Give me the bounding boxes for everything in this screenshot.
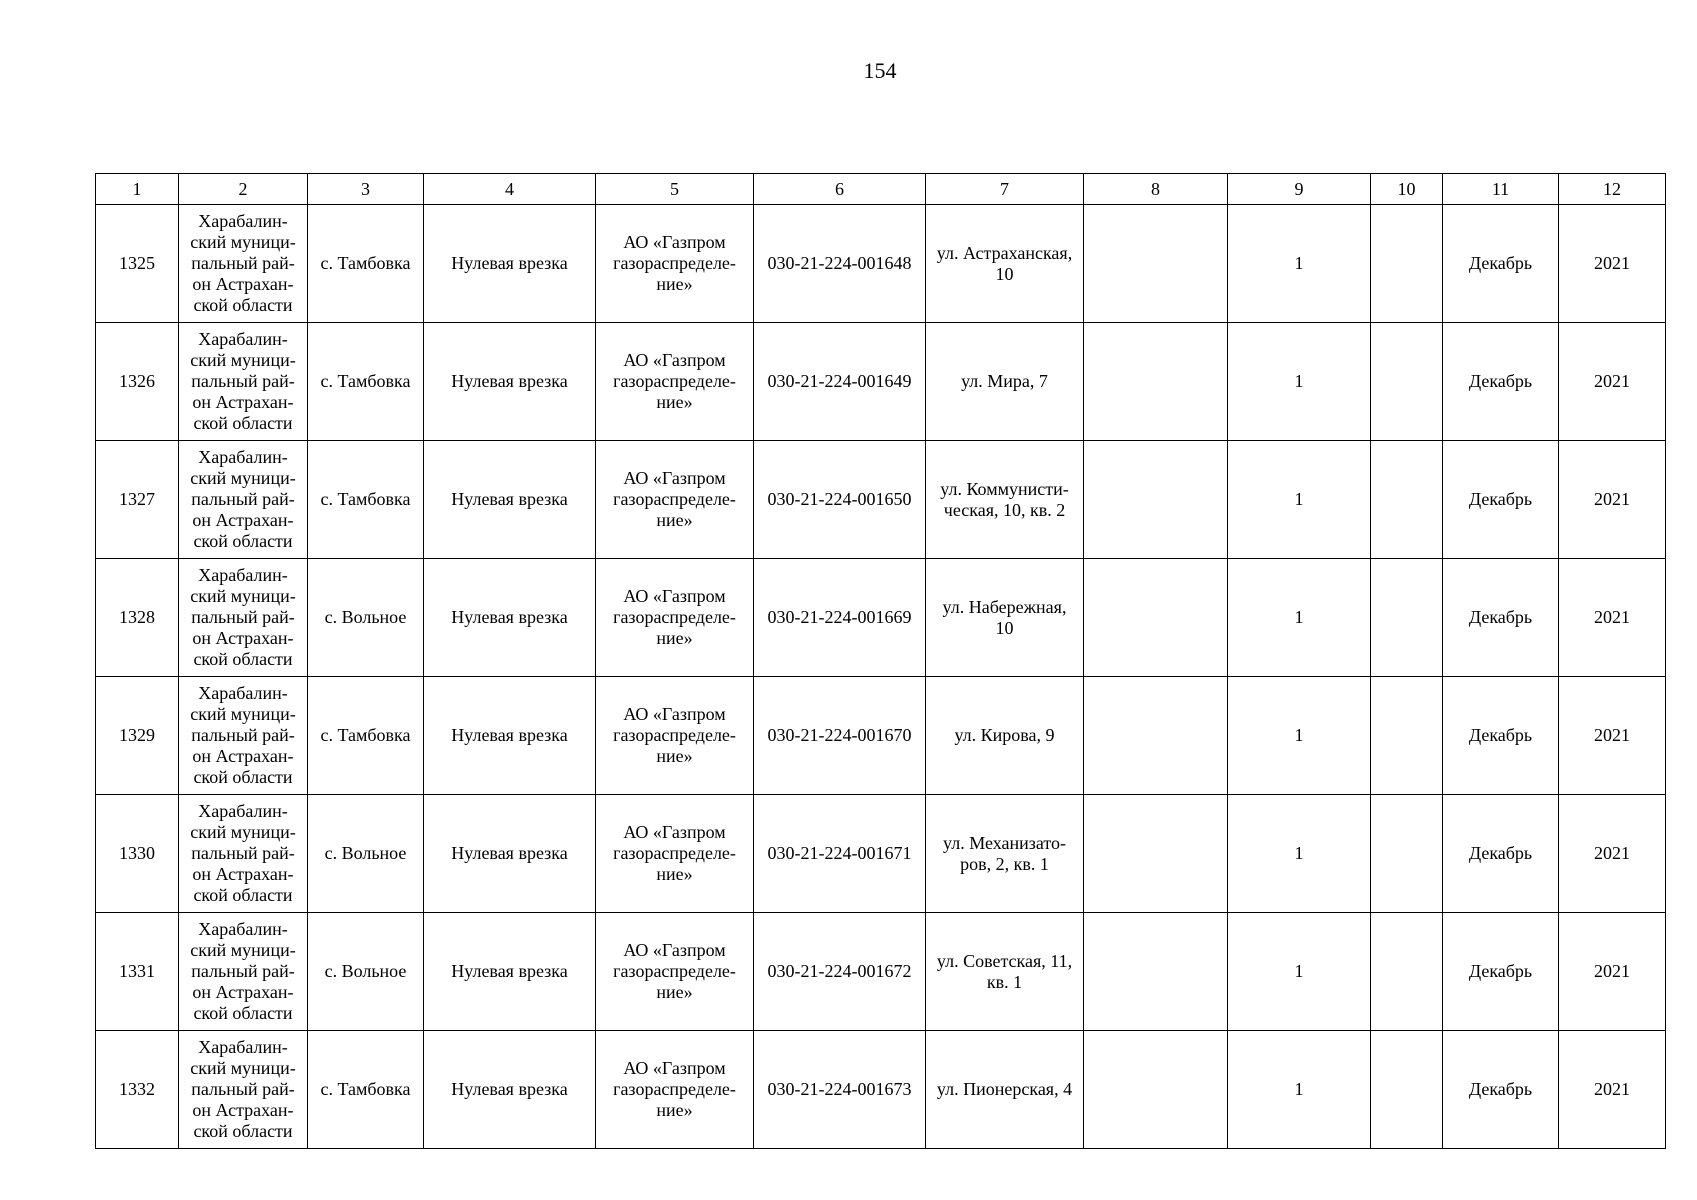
- dist-line: пальный рай-: [191, 489, 295, 509]
- dist-line: он Астрахан-: [192, 982, 294, 1002]
- object-code-cell: 030-21-224-001650: [754, 441, 926, 559]
- addr-line: ул. Коммунисти-: [940, 478, 1069, 499]
- dist-line: ской области: [193, 767, 293, 787]
- addr-line: ров, 2, кв. 1: [960, 853, 1049, 874]
- dist-line: ский муници-: [190, 350, 296, 370]
- column-10-cell: [1371, 323, 1443, 441]
- addr-line: ул. Набережная,: [942, 596, 1067, 617]
- object-code-cell: 030-21-224-001671: [754, 795, 926, 913]
- table-body: [96, 205, 1666, 1149]
- object-code-cell: 030-21-224-001669: [754, 559, 926, 677]
- column-header-2: 2: [179, 174, 308, 205]
- org-line: АО «Газпром: [623, 232, 726, 252]
- addr-line: кв. 1: [986, 971, 1023, 992]
- dist-line: ской области: [193, 1121, 293, 1141]
- column-header-6: 6: [754, 174, 926, 205]
- dist-line: ской области: [193, 649, 293, 669]
- column-header-5: 5: [596, 174, 754, 205]
- year-cell: 2021: [1559, 559, 1666, 677]
- table-row: [96, 559, 1666, 677]
- organization-cell: [596, 677, 754, 795]
- column-10-cell: [1371, 913, 1443, 1031]
- month-cell: Декабрь: [1443, 205, 1559, 323]
- data-table: [95, 173, 1666, 1149]
- settlement-cell: с. Вольное: [308, 913, 424, 1031]
- district-cell: [179, 441, 308, 559]
- row-number-cell: 1332: [96, 1031, 179, 1149]
- org-line: АО «Газпром: [623, 350, 726, 370]
- organization-cell: [596, 441, 754, 559]
- org-line: АО «Газпром: [623, 1058, 726, 1078]
- object-code-cell: 030-21-224-001672: [754, 913, 926, 1031]
- work-type-cell: Нулевая врезка: [424, 677, 596, 795]
- organization-cell: [596, 795, 754, 913]
- year-cell: 2021: [1559, 1031, 1666, 1149]
- addr-line: ул. Мира, 7: [961, 371, 1048, 391]
- district-cell: [179, 677, 308, 795]
- column-header-1: 1: [96, 174, 179, 205]
- dist-line: Харабалин-: [198, 211, 288, 231]
- dist-line: ской области: [193, 295, 293, 315]
- year-cell: 2021: [1559, 323, 1666, 441]
- month-cell: Декабрь: [1443, 441, 1559, 559]
- year-cell: 2021: [1559, 205, 1666, 323]
- object-code-cell: 030-21-224-001648: [754, 205, 926, 323]
- month-cell: Декабрь: [1443, 323, 1559, 441]
- month-cell: Декабрь: [1443, 795, 1559, 913]
- dist-line: ской области: [193, 413, 293, 433]
- column-header-12: 12: [1559, 174, 1666, 205]
- dist-line: Харабалин-: [198, 565, 288, 585]
- addr-line: ул. Кирова, 9: [954, 725, 1055, 745]
- quantity-cell: 1: [1228, 323, 1371, 441]
- quantity-cell: 1: [1228, 1031, 1371, 1149]
- organization-cell: [596, 1031, 754, 1149]
- org-line: ние»: [656, 392, 693, 412]
- organization-cell: [596, 913, 754, 1031]
- organization-cell: [596, 205, 754, 323]
- dist-line: ский муници-: [190, 704, 296, 724]
- dist-line: Харабалин-: [198, 447, 288, 467]
- quantity-cell: 1: [1228, 205, 1371, 323]
- org-line: ние»: [656, 274, 693, 294]
- address-cell: [926, 441, 1084, 559]
- settlement-cell: с. Тамбовка: [308, 441, 424, 559]
- org-line: АО «Газпром: [623, 940, 726, 960]
- org-line: ние»: [656, 628, 693, 648]
- district-cell: [179, 559, 308, 677]
- column-header-11: 11: [1443, 174, 1559, 205]
- table-header: [96, 174, 1666, 205]
- dist-line: Харабалин-: [198, 919, 288, 939]
- work-type-cell: Нулевая врезка: [424, 205, 596, 323]
- quantity-cell: 1: [1228, 559, 1371, 677]
- address-cell: [926, 1031, 1084, 1149]
- row-number-cell: 1325: [96, 205, 179, 323]
- settlement-cell: с. Тамбовка: [308, 205, 424, 323]
- address-cell: [926, 795, 1084, 913]
- address-cell: [926, 323, 1084, 441]
- table-row: [96, 1031, 1666, 1149]
- organization-cell: [596, 323, 754, 441]
- row-number-cell: 1329: [96, 677, 179, 795]
- work-type-cell: Нулевая врезка: [424, 441, 596, 559]
- settlement-cell: с. Тамбовка: [308, 677, 424, 795]
- column-8-cell: [1084, 205, 1228, 323]
- org-line: газораспределе-: [613, 961, 736, 981]
- column-header-8: 8: [1084, 174, 1228, 205]
- column-header-10: 10: [1371, 174, 1443, 205]
- work-type-cell: Нулевая врезка: [424, 913, 596, 1031]
- object-code-cell: 030-21-224-001649: [754, 323, 926, 441]
- column-8-cell: [1084, 677, 1228, 795]
- year-cell: 2021: [1559, 913, 1666, 1031]
- address-cell: [926, 913, 1084, 1031]
- addr-line: ул. Механизато-: [943, 832, 1066, 853]
- table-row: [96, 913, 1666, 1031]
- dist-line: ской области: [193, 531, 293, 551]
- settlement-cell: с. Вольное: [308, 559, 424, 677]
- org-line: ние»: [656, 510, 693, 530]
- column-8-cell: [1084, 1031, 1228, 1149]
- dist-line: Харабалин-: [198, 683, 288, 703]
- row-number-cell: 1327: [96, 441, 179, 559]
- dist-line: пальный рай-: [191, 253, 295, 273]
- dist-line: пальный рай-: [191, 843, 295, 863]
- org-line: газораспределе-: [613, 253, 736, 273]
- dist-line: пальный рай-: [191, 961, 295, 981]
- quantity-cell: 1: [1228, 441, 1371, 559]
- dist-line: он Астрахан-: [192, 628, 294, 648]
- dist-line: он Астрахан-: [192, 392, 294, 412]
- addr-line: 10: [995, 263, 1014, 284]
- dist-line: ский муници-: [190, 232, 296, 252]
- page-number: 154: [863, 58, 897, 83]
- dist-line: ской области: [193, 1003, 293, 1023]
- dist-line: он Астрахан-: [192, 274, 294, 294]
- org-line: газораспределе-: [613, 489, 736, 509]
- org-line: ние»: [656, 982, 693, 1002]
- org-line: газораспределе-: [613, 1079, 736, 1099]
- table-row: [96, 205, 1666, 323]
- org-line: газораспределе-: [613, 843, 736, 863]
- district-cell: [179, 913, 308, 1031]
- column-10-cell: [1371, 795, 1443, 913]
- dist-line: пальный рай-: [191, 607, 295, 627]
- org-line: газораспределе-: [613, 607, 736, 627]
- district-cell: [179, 323, 308, 441]
- settlement-cell: с. Вольное: [308, 795, 424, 913]
- month-cell: Декабрь: [1443, 559, 1559, 677]
- address-cell: [926, 205, 1084, 323]
- column-8-cell: [1084, 441, 1228, 559]
- row-number-cell: 1330: [96, 795, 179, 913]
- work-type-cell: Нулевая врезка: [424, 559, 596, 677]
- dist-line: ский муници-: [190, 940, 296, 960]
- dist-line: Харабалин-: [198, 329, 288, 349]
- dist-line: он Астрахан-: [192, 510, 294, 530]
- dist-line: ский муници-: [190, 586, 296, 606]
- quantity-cell: 1: [1228, 795, 1371, 913]
- header-row: [96, 174, 1666, 205]
- district-cell: [179, 205, 308, 323]
- column-10-cell: [1371, 559, 1443, 677]
- quantity-cell: 1: [1228, 677, 1371, 795]
- dist-line: ский муници-: [190, 822, 296, 842]
- month-cell: Декабрь: [1443, 677, 1559, 795]
- dist-line: он Астрахан-: [192, 746, 294, 766]
- column-header-4: 4: [424, 174, 596, 205]
- org-line: ние»: [656, 864, 693, 884]
- table-row: [96, 323, 1666, 441]
- column-8-cell: [1084, 795, 1228, 913]
- year-cell: 2021: [1559, 677, 1666, 795]
- work-type-cell: Нулевая врезка: [424, 1031, 596, 1149]
- row-number-cell: 1328: [96, 559, 179, 677]
- dist-line: ской области: [193, 885, 293, 905]
- column-header-9: 9: [1228, 174, 1371, 205]
- column-header-3: 3: [308, 174, 424, 205]
- addr-line: ул. Астраханская,: [936, 242, 1073, 263]
- addr-line: 10: [995, 617, 1014, 638]
- work-type-cell: Нулевая врезка: [424, 795, 596, 913]
- org-line: АО «Газпром: [623, 586, 726, 606]
- org-line: АО «Газпром: [623, 704, 726, 724]
- dist-line: ский муници-: [190, 1058, 296, 1078]
- object-code-cell: 030-21-224-001670: [754, 677, 926, 795]
- org-line: ние»: [656, 746, 693, 766]
- row-number-cell: 1331: [96, 913, 179, 1031]
- dist-line: пальный рай-: [191, 1079, 295, 1099]
- year-cell: 2021: [1559, 795, 1666, 913]
- dist-line: пальный рай-: [191, 725, 295, 745]
- addr-line: ческая, 10, кв. 2: [943, 499, 1066, 520]
- org-line: АО «Газпром: [623, 468, 726, 488]
- dist-line: пальный рай-: [191, 371, 295, 391]
- column-10-cell: [1371, 205, 1443, 323]
- table-row: [96, 795, 1666, 913]
- dist-line: Харабалин-: [198, 1037, 288, 1057]
- table-row: [96, 677, 1666, 795]
- settlement-cell: с. Тамбовка: [308, 323, 424, 441]
- addr-line: ул. Советская, 11,: [936, 950, 1073, 971]
- org-line: ние»: [656, 1100, 693, 1120]
- column-10-cell: [1371, 1031, 1443, 1149]
- dist-line: он Астрахан-: [192, 1100, 294, 1120]
- district-cell: [179, 1031, 308, 1149]
- address-cell: [926, 677, 1084, 795]
- column-8-cell: [1084, 559, 1228, 677]
- org-line: АО «Газпром: [623, 822, 726, 842]
- org-line: газораспределе-: [613, 725, 736, 745]
- org-line: газораспределе-: [613, 371, 736, 391]
- row-number-cell: 1326: [96, 323, 179, 441]
- column-8-cell: [1084, 913, 1228, 1031]
- dist-line: он Астрахан-: [192, 864, 294, 884]
- column-header-7: 7: [926, 174, 1084, 205]
- table-row: [96, 441, 1666, 559]
- settlement-cell: с. Тамбовка: [308, 1031, 424, 1149]
- month-cell: Декабрь: [1443, 913, 1559, 1031]
- column-10-cell: [1371, 441, 1443, 559]
- year-cell: 2021: [1559, 441, 1666, 559]
- dist-line: ский муници-: [190, 468, 296, 488]
- month-cell: Декабрь: [1443, 1031, 1559, 1149]
- addr-line: ул. Пионерская, 4: [936, 1079, 1073, 1099]
- column-8-cell: [1084, 323, 1228, 441]
- column-10-cell: [1371, 677, 1443, 795]
- quantity-cell: 1: [1228, 913, 1371, 1031]
- organization-cell: [596, 559, 754, 677]
- dist-line: Харабалин-: [198, 801, 288, 821]
- object-code-cell: 030-21-224-001673: [754, 1031, 926, 1149]
- district-cell: [179, 795, 308, 913]
- address-cell: [926, 559, 1084, 677]
- work-type-cell: Нулевая врезка: [424, 323, 596, 441]
